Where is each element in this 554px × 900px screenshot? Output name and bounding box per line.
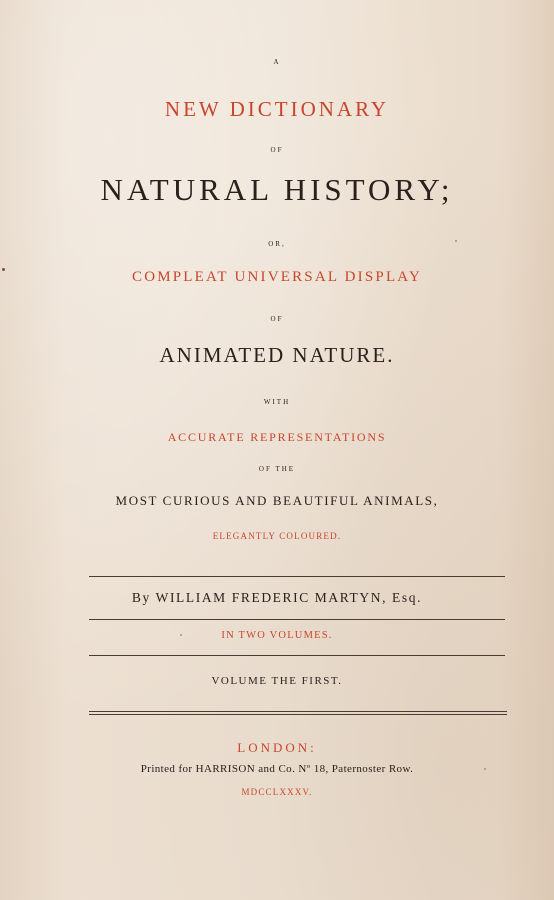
paper-speck [180,634,182,636]
rule-author-bottom [89,619,505,620]
elegantly-coloured: ELEGANTLY COLOURED. [212,531,342,541]
rule-top [89,576,505,577]
most-curious-animals: MOST CURIOUS AND BEAUTIFUL ANIMALS, [115,493,439,508]
rule-double [89,711,507,715]
title-new-dictionary: NEW DICTIONARY [164,97,390,121]
title-natural-history: NATURAL HISTORY; [100,172,454,207]
rule-volumes-bottom [89,655,505,656]
article-a: A [273,58,281,66]
word-of-the: OF THE [258,465,296,473]
paper-speck [455,240,457,242]
paper-speck [2,268,5,271]
in-two-volumes: IN TWO VOLUMES. [221,630,333,641]
subtitle-animated-nature: ANIMATED NATURE. [159,343,395,367]
volume-the-first: VOLUME THE FIRST. [211,675,343,687]
imprint-printer: Printed for HARRISON and Co. Nº 18, Paternoster Row. [140,763,414,775]
word-of-2: OF [270,315,284,323]
word-of-1: OF [270,146,284,154]
word-or: OR, [268,240,286,248]
author-line: By WILLIAM FREDERIC MARTYN, Esq. [131,590,423,605]
imprint-london: LONDON: [237,740,317,755]
subtitle-compleat-display: COMPLEAT UNIVERSAL DISPLAY [131,269,422,285]
paper-speck [484,768,486,770]
word-with: WITH [263,398,291,406]
imprint-year: MDCCLXXXV. [241,787,313,797]
accurate-representations: ACCURATE REPRESENTATIONS [167,430,387,444]
